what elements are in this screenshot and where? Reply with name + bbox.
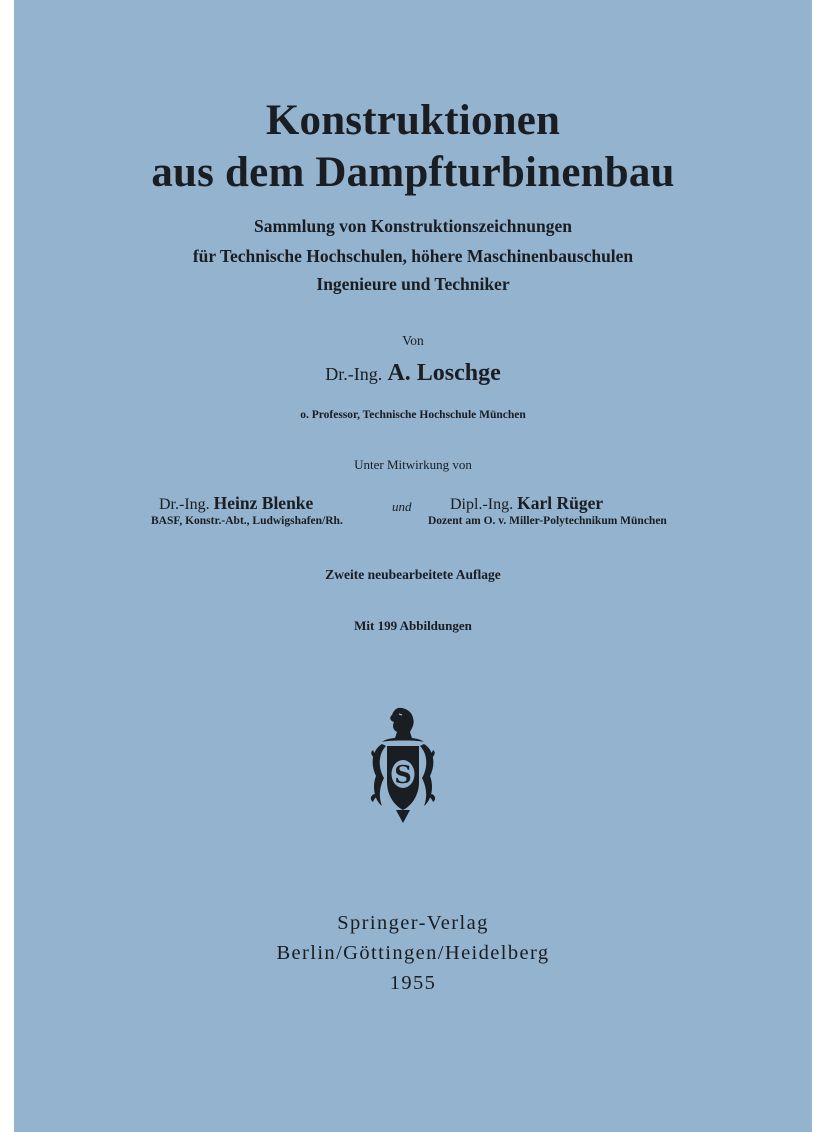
author-name: A. Loschge xyxy=(387,360,501,386)
author xyxy=(14,360,812,387)
coauthor-1-title: Dr.-Ing. xyxy=(159,496,210,513)
subtitle-line-3: Ingenieure und Techniker xyxy=(316,274,510,294)
publication-year: 1955 xyxy=(389,972,437,994)
coauthor-1-affiliation: BASF, Konstr.-Abt., Ludwigshafen/Rh. xyxy=(151,515,343,527)
subtitle-line-2: für Technische Hochschulen, höhere Maschinenbauschulen xyxy=(192,246,634,266)
and-label: und xyxy=(392,499,412,514)
coauthor-2 xyxy=(450,493,603,514)
publisher-cities: Berlin/Göttingen/Heidelberg xyxy=(276,942,550,964)
title-line-1: Konstruktionen xyxy=(265,97,561,144)
coauthor-2-affiliation: Dozent am O. v. Miller-Polytechnikum München xyxy=(428,515,667,527)
coauthor-2-title: Dipl.-Ing. xyxy=(450,496,514,513)
coauthor-1-name: Heinz Blenke xyxy=(213,493,314,513)
publisher-name: Springer-Verlag xyxy=(337,912,489,934)
coauthor-2-name: Karl Rüger xyxy=(517,493,604,513)
edition: Zweite neubearbeitete Auflage xyxy=(325,567,501,582)
author-title: Dr.-Ing. xyxy=(325,364,383,384)
springer-knight-logo-icon xyxy=(368,706,438,824)
collaboration-label: Unter Mitwirkung von xyxy=(354,457,472,472)
author-affiliation: o. Professor, Technische Hochschule München xyxy=(300,409,526,421)
coauthor-1 xyxy=(159,493,313,514)
svg-text:S: S xyxy=(394,760,412,789)
by-label: Von xyxy=(402,333,424,348)
book-cover xyxy=(14,0,812,1132)
title-line-2: aus dem Dampfturbinenbau xyxy=(151,149,675,196)
illustrations-count: Mit 199 Abbildungen xyxy=(354,618,472,633)
subtitle-line-1: Sammlung von Konstruktionszeichnungen xyxy=(254,216,572,236)
